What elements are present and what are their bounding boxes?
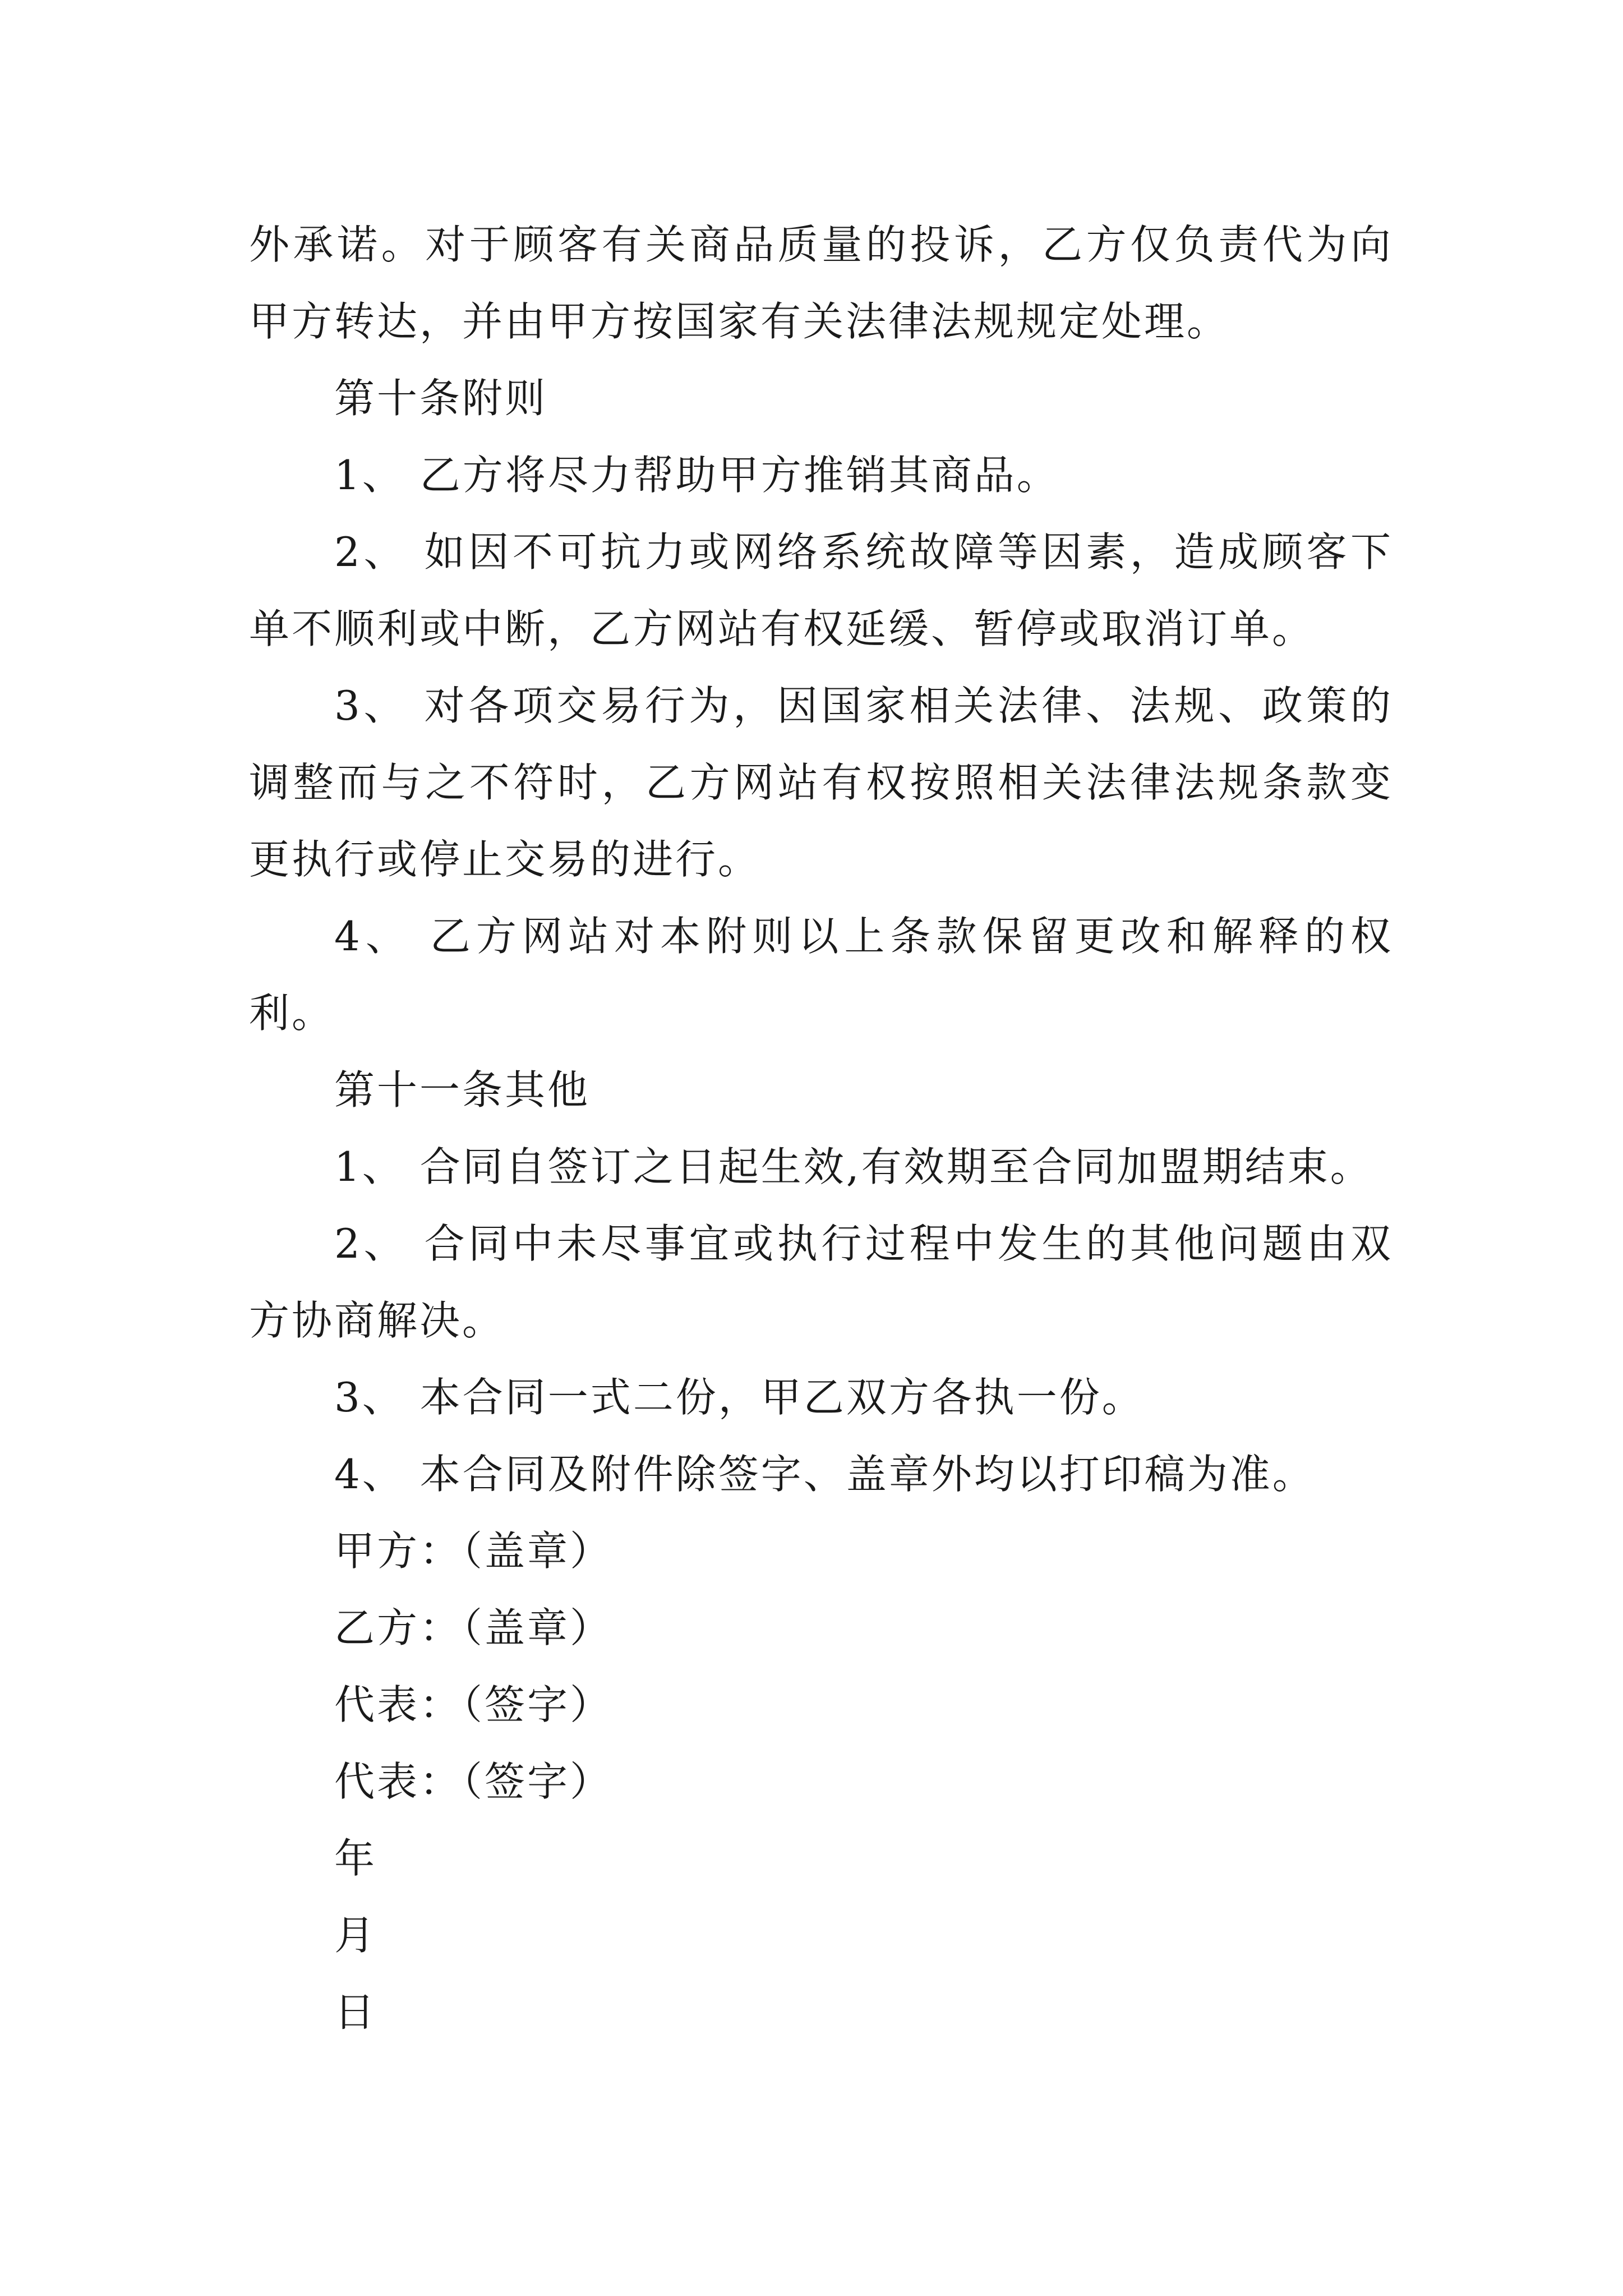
- clause-10-3: 3、 对各项交易行为，因国家相关法律、法规、政策的调整而与之不符时，乙方网站有权按照相关法律法规条款变更执行或停止交易的进行。: [249, 682, 1393, 883]
- representative-signature-line-b: 代表：（签字）: [334, 1758, 613, 1805]
- representative-signature-line-a: 代表：（签字）: [334, 1681, 613, 1728]
- date-day: 日: [334, 1989, 377, 2036]
- document-body: [249, 206, 1393, 2051]
- date-year: 年: [334, 1835, 377, 1882]
- clause-11-1: 1、 合同自签订之日起生效,有效期至合同加盟期结束。: [334, 1143, 1373, 1190]
- heading-article-10: 第十条附则: [334, 375, 548, 422]
- clause-11-3: 3、 本合同一式二份，甲乙双方各执一份。: [334, 1374, 1145, 1421]
- clause-11-4: 4、 本合同及附件除签字、盖章外均以打印稿为准。: [334, 1451, 1315, 1498]
- party-a-seal-line: 甲方：（盖章）: [334, 1527, 613, 1575]
- clause-11-2: 2、 合同中未尽事宜或执行过程中发生的其他问题由双方协商解决。: [249, 1220, 1393, 1344]
- clause-10-1: 1、 乙方将尽力帮助甲方推销其商品。: [334, 452, 1059, 499]
- date-month: 月: [334, 1912, 377, 1959]
- party-b-seal-line: 乙方：（盖章）: [334, 1604, 613, 1651]
- heading-article-11: 第十一条其他: [334, 1066, 591, 1114]
- paragraph-complaint-handling: 外承诺。对于顾客有关商品质量的投诉，乙方仅负责代为向甲方转达，并由甲方按国家有关法律法规规定处理。: [249, 221, 1393, 345]
- clause-10-4: 4、 乙方网站对本附则以上条款保留更改和解释的权利。: [249, 913, 1393, 1037]
- clause-10-2: 2、 如因不可抗力或网络系统故障等因素，造成顾客下单不顺利或中断，乙方网站有权延缓、暂停或取消订单。: [249, 528, 1393, 652]
